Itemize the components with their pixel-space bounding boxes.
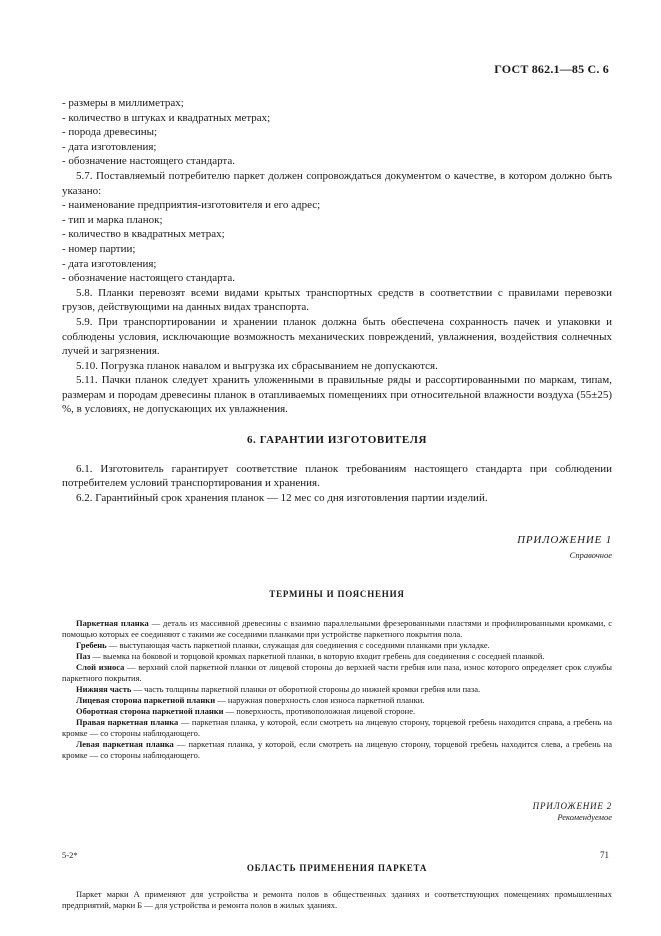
clause-5-8: 5.8. Планки перевозят всеми видами крытых транспортных средств в соответствии с правилами перевозки грузов, действующими на данных видах транспорта.: [62, 286, 612, 314]
term-name: Лицевая сторона паркетной планки: [76, 694, 216, 705]
appendix-2-type: Рекомендуемое: [557, 811, 612, 822]
term-entry: [62, 717, 612, 739]
list-item: - наименование предприятия-изготовителя и его адрес;: [62, 199, 321, 212]
terms-title: ТЕРМИНЫ И ПОЯСНЕНИЯ: [269, 589, 405, 600]
term-definition: — паркетная планка, у которой, если смотреть на лицевую сторону, торцевой гребень находится справа, а гребень на кромке — со стороны наблюдающего.: [62, 716, 613, 738]
term-entry: [62, 706, 612, 717]
clause-5-10: 5.10. Погрузка планок навалом и выгрузка их сбрасыванием не допускаются.: [76, 359, 438, 372]
terms-list: [62, 618, 612, 761]
clause-5-7: 5.7. Поставляемый потребителю паркет должен сопровождаться документом о качестве, в котором должно быть указано:: [62, 169, 612, 197]
term-definition: — паркетная планка, у которой, если смотреть на лицевую сторону, торцевой гребень находится слева, а гребень на кромке — со стороны наблюдающего.: [62, 738, 612, 760]
term-name: Слой износа: [76, 661, 125, 672]
term-definition: — выемка на боковой и торцовой кромках паркетной планки, в которую входит гребень для соединения с соседней планкой.: [90, 650, 545, 661]
term-entry: [62, 739, 612, 761]
footer-signature: 5-2*: [62, 850, 78, 860]
appendix-2-name: ПРИЛОЖЕНИЕ 2: [532, 800, 612, 811]
scope-text: Паркет марки А применяют для устройства и ремонта полов в общественных зданиях и соответствующих помещениях промышленных предприятий, марки Б — для устройства и ремонта полов в жилых зданиях.: [62, 889, 612, 911]
page-header: ГОСТ 862.1—85 С. 6: [494, 62, 609, 76]
list-item: - тип и марка планок;: [62, 213, 163, 226]
appendix-1-name: ПРИЛОЖЕНИЕ 1: [517, 534, 612, 547]
document-body: [62, 96, 612, 911]
term-entry: [62, 695, 612, 706]
term-definition: — деталь из массивной древесины с взаимно параллельными фрезерованными пластями и профилированными кромками, с помощью которых ее соединяют с такими же соседними планками при устройстве паркетного покрытия пола.: [62, 617, 612, 639]
term-entry: [62, 651, 612, 662]
list-item: - дата изготовления;: [62, 140, 157, 153]
appendix-1-label: [62, 533, 612, 561]
list-item: - обозначение настоящего стандарта.: [62, 155, 236, 168]
list-item: - порода древесины;: [62, 126, 158, 139]
term-definition: — наружная поверхность слоя износа паркетной планки.: [215, 694, 425, 705]
term-name: Нижняя часть: [76, 683, 132, 694]
term-definition: — часть толщины паркетной планки от оборотной стороны до нижней кромки гребня или паза.: [131, 683, 481, 694]
list-item: - дата изготовления;: [62, 257, 157, 270]
list-item: - размеры в миллиметрах;: [62, 97, 184, 109]
term-entry: [62, 684, 612, 695]
appendix-2-label: [62, 801, 612, 823]
list-item: - количество в штуках и квадратных метрах;: [62, 111, 271, 124]
page-number: 71: [600, 850, 609, 860]
appendix-1-type: Справочное: [569, 550, 612, 561]
term-definition: — верхний слой паркетной планки от лицевой стороны до верхней части гребня или паза, износ которого определяет срок службы паркетного покрытия.: [62, 661, 612, 683]
term-name: Паркетная планка: [76, 617, 149, 628]
term-name: Паз: [76, 650, 91, 661]
list-item: - обозначение настоящего стандарта.: [62, 272, 236, 285]
scope-title: ОБЛАСТЬ ПРИМЕНЕНИЯ ПАРКЕТА: [246, 862, 428, 873]
term-name: Левая паркетная планка: [76, 738, 174, 749]
clause-6-1: 6.1. Изготовитель гарантирует соответствие планок требованиям настоящего стандарта при соблюдении потребителем условий транспортирования и хранения.: [62, 462, 612, 490]
term-entry: [62, 662, 612, 684]
list-item: - номер партии;: [62, 242, 136, 255]
list-item: - количество в квадратных метрах;: [62, 228, 225, 241]
term-name: Правая паркетная планка: [76, 716, 179, 727]
term-definition: — выступающая часть паркетной планки, служащая для соединения с соседними планками при укладке.: [106, 639, 490, 650]
section-6-title: 6. ГАРАНТИИ ИЗГОТОВИТЕЛЯ: [246, 434, 428, 447]
term-name: Оборотная сторона паркетной планки: [76, 705, 224, 716]
term-name: Гребень: [76, 639, 107, 650]
term-entry: [62, 618, 612, 640]
term-definition: — поверхность, противоположная лицевой стороне.: [223, 705, 416, 716]
term-entry: [62, 640, 612, 651]
clause-5-11: 5.11. Пачки планок следует хранить уложенными в правильные ряды и рассортированными по маркам, типам, размерам и породам древесины планок в отапливаемых помещениях при относительной влажности воздуха (55±25) %, в условиях, не допускающих их увлажнения.: [62, 374, 612, 416]
scope-block: [62, 889, 612, 911]
clause-6-2: 6.2. Гарантийный срок хранения планок — 12 мес со дня изготовления партии изделий.: [76, 491, 488, 504]
clause-5-9: 5.9. При транспортировании и хранении планок должна быть обеспечена сохранность пачек и упаковки и соблюдены условия, исключающие возможность механических повреждений, увлажнения, воздействия солнечных лучей и загрязнения.: [62, 315, 612, 358]
